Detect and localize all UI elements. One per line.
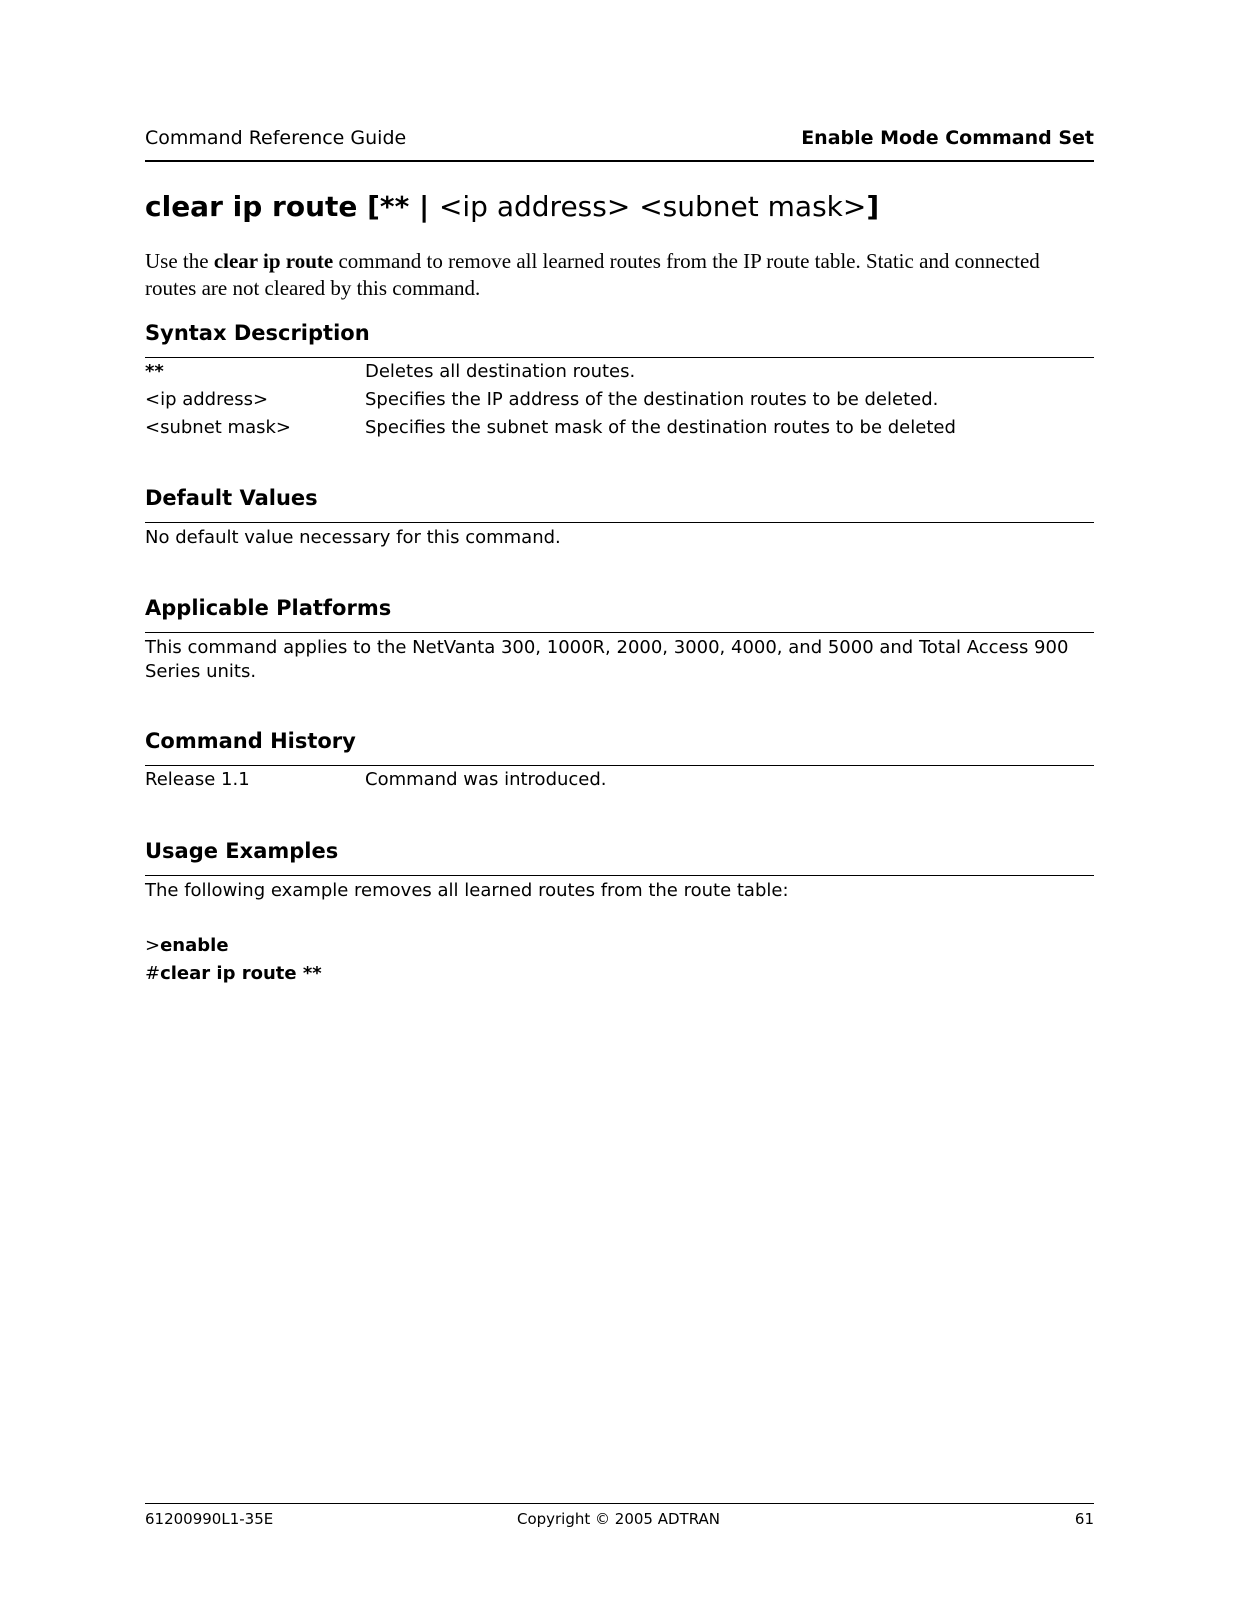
history-row <box>145 766 1095 794</box>
usage-heading: Usage Examples <box>145 839 339 863</box>
syntax-row <box>145 414 1095 442</box>
command-title-args: <ip address> <subnet mask> <box>438 190 867 223</box>
example-command: enable <box>160 935 229 956</box>
prompt-prefix: # <box>145 963 161 984</box>
syntax-desc: Specifies the IP address of the destination routes to be deleted. <box>365 389 939 410</box>
defaults-divider <box>145 522 1094 523</box>
history-heading: Command History <box>145 729 356 753</box>
footer-copyright: Copyright © 2005 ADTRAN <box>516 1510 721 1528</box>
platforms-divider <box>145 632 1094 633</box>
usage-divider <box>145 875 1094 876</box>
command-title-close: ] <box>866 190 880 223</box>
command-description <box>145 248 1095 302</box>
footer-divider <box>145 1503 1094 1504</box>
syntax-term: <subnet mask> <box>145 417 292 438</box>
syntax-heading: Syntax Description <box>145 321 370 345</box>
footer-page-number: 61 <box>1074 1510 1094 1528</box>
intro-command: clear ip route <box>213 249 334 273</box>
header-guide-title: Command Reference Guide <box>145 127 407 149</box>
example-command-line <box>145 935 229 956</box>
syntax-term: ** <box>145 361 164 382</box>
intro-post: command to remove all learned routes from the IP route table. Static and connected routes are not cleared by this command. <box>145 249 1040 300</box>
history-release: Release 1.1 <box>145 769 250 790</box>
defaults-text: No default value necessary for this command. <box>145 527 561 548</box>
intro-pre: Use the <box>145 249 214 273</box>
syntax-row <box>145 386 1095 414</box>
syntax-term: <ip address> <box>145 389 269 410</box>
example-command: clear ip route ** <box>160 963 322 984</box>
prompt-prefix: > <box>145 935 161 956</box>
defaults-heading: Default Values <box>145 486 318 510</box>
syntax-desc: Specifies the subnet mask of the destination routes to be deleted <box>365 417 956 438</box>
example-command-line <box>145 963 322 984</box>
platforms-heading: Applicable Platforms <box>145 596 392 620</box>
syntax-desc: Deletes all destination routes. <box>365 361 636 382</box>
usage-text: The following example removes all learned routes from the route table: <box>145 880 789 901</box>
command-title <box>145 190 879 223</box>
syntax-row <box>145 358 1095 386</box>
footer-doc-number: 61200990L1-35E <box>145 1510 274 1528</box>
command-title-bold: clear ip route [** | <box>145 190 439 223</box>
header-divider <box>145 160 1094 162</box>
header-section-title: Enable Mode Command Set <box>801 127 1094 149</box>
platforms-text: This command applies to the NetVanta 300, 1000R, 2000, 3000, 4000, and 5000 and Total Access 900 Series units. <box>145 637 1069 682</box>
history-desc: Command was introduced. <box>365 769 607 790</box>
